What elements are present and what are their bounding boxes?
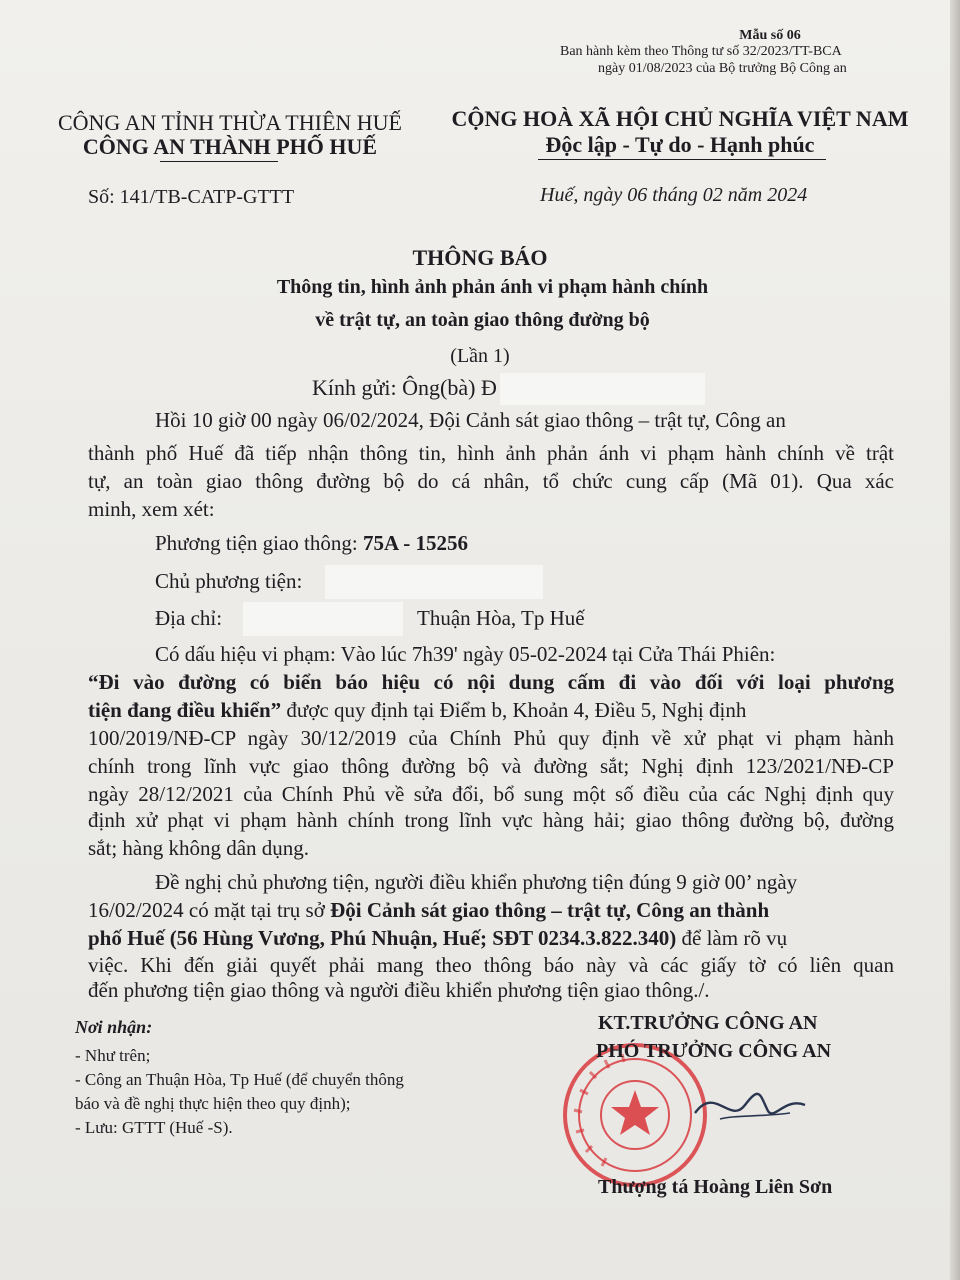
page-edge	[950, 0, 960, 1280]
document-subtitle: về trật tự, an toàn giao thông đường bộ	[315, 309, 650, 331]
redaction-box	[325, 565, 543, 599]
request-text: 16/02/2024 có mặt tại trụ sở	[88, 898, 331, 922]
request-line: đến phương tiện giao thông và người điều khiển phương tiện giao thông./.	[88, 978, 710, 1002]
violation-line: sắt; hàng không dân dụng.	[88, 836, 310, 860]
office-address: phố Huế (56 Hùng Vương, Phú Nhuận, Huế; SĐT 0234.3.822.340)	[88, 926, 677, 950]
form-number: Mẫu số 06	[739, 28, 801, 43]
violation-name: “Đi vào đường có biển báo hiệu có nội dung cấm đi vào đối với loại phương	[88, 670, 894, 694]
request-line	[88, 926, 787, 951]
document-number: Số: 141/TB-CATP-GTTT	[88, 186, 295, 208]
redaction-box	[500, 373, 705, 405]
signature-title: KT.TRƯỞNG CÔNG AN	[598, 1012, 818, 1034]
form-note: Ban hành kèm theo Thông tư số 32/2023/TT-BCA	[560, 44, 842, 59]
vehicle-label: Phương tiện giao thông:	[155, 531, 363, 555]
request-text: để làm rõ vụ	[676, 926, 788, 950]
receiver-item: - Lưu: GTTT (Huế -S).	[75, 1118, 233, 1137]
nation-name: CỘNG HOÀ XÃ HỘI CHỦ NGHĨA VIỆT NAM	[451, 106, 909, 131]
owner-label: Chủ phương tiện:	[155, 569, 303, 593]
address-label: Địa chỉ:	[155, 606, 223, 630]
receivers-title: Nơi nhận:	[75, 1017, 153, 1037]
violation-line: định xử phạt vi phạm hành chính trong lĩnh vực hàng hải; giao thông đường bộ, đường	[88, 808, 894, 832]
address-value: Thuận Hòa, Tp Huế	[417, 606, 585, 630]
motto-underline	[538, 159, 826, 160]
violation-line: chính trong lĩnh vực giao thông đường bộ và đường sắt; Nghị định 123/2021/NĐ-CP	[88, 754, 894, 778]
form-note: ngày 01/08/2023 của Bộ trưởng Bộ Công an	[598, 61, 847, 76]
signer-name: Thượng tá Hoàng Liên Sơn	[598, 1176, 833, 1198]
redaction-box	[243, 602, 403, 636]
document-subtitle: Thông tin, hình ảnh phản ánh vi phạm hành chính	[276, 276, 709, 298]
handwritten-signature-icon	[690, 1075, 810, 1135]
receiver-item: - Công an Thuận Hòa, Tp Huế (để chuyển thông	[75, 1070, 404, 1089]
violation-line: Có dấu hiệu vi phạm: Vào lúc 7h39' ngày 05-02-2024 tại Cửa Thái Phiên:	[155, 642, 776, 666]
agency-parent: CÔNG AN TỈNH THỪA THIÊN HUẾ	[57, 110, 402, 135]
agency-name: CÔNG AN THÀNH PHỐ HUẾ	[82, 134, 378, 159]
license-plate: 75A - 15256	[362, 531, 468, 555]
place-date: Huế, ngày 06 tháng 02 năm 2024	[540, 184, 808, 206]
request-line	[88, 898, 769, 923]
document-title: THÔNG BÁO	[412, 245, 548, 270]
violation-line: 100/2019/NĐ-CP ngày 30/12/2019 của Chính Phủ quy định về xử phạt vi phạm hành	[88, 726, 894, 750]
signature-title: PHÓ TRƯỞNG CÔNG AN	[596, 1040, 832, 1062]
violation-name: tiện đang điều khiển”	[88, 698, 282, 722]
agency-underline	[160, 161, 278, 162]
paragraph-line: Hồi 10 giờ 00 ngày 06/02/2024, Đội Cảnh sát giao thông – trật tự, Công an	[155, 408, 786, 432]
request-line: Đề nghị chủ phương tiện, người điều khiển phương tiện đúng 9 giờ 00’ ngày	[155, 870, 798, 894]
office-name: Đội Cảnh sát giao thông – trật tự, Công an thành	[330, 898, 770, 922]
paragraph-line: thành phố Huế đã tiếp nhận thông tin, hình ảnh phản ánh vi phạm hành chính về trật	[88, 441, 894, 465]
recipient-line: Kính gửi: Ông(bà) Đ	[312, 375, 497, 400]
receiver-item: báo và đề nghị thực hiện theo quy định);	[75, 1094, 351, 1113]
violation-text: được quy định tại Điểm b, Khoản 4, Điều 5, Nghị định	[281, 698, 747, 722]
paragraph-line: minh, xem xét:	[88, 497, 215, 521]
national-motto: Độc lập - Tự do - Hạnh phúc	[545, 132, 815, 157]
receiver-item: - Như trên;	[75, 1046, 151, 1065]
paragraph-line: tự, an toàn giao thông đường bộ do cá nhân, tổ chức cung cấp (Mã 01). Qua xác	[88, 469, 894, 493]
violation-line	[88, 698, 746, 723]
violation-line: ngày 28/12/2021 của Chính Phủ về sửa đổi, bổ sung một số điều của các Nghị định quy	[88, 782, 894, 806]
request-line: việc. Khi đến giải quyết phải mang theo thông báo này và các giấy tờ có liên quan	[88, 953, 894, 977]
notice-iteration: (Lần 1)	[450, 345, 510, 367]
vehicle-line	[155, 531, 468, 556]
